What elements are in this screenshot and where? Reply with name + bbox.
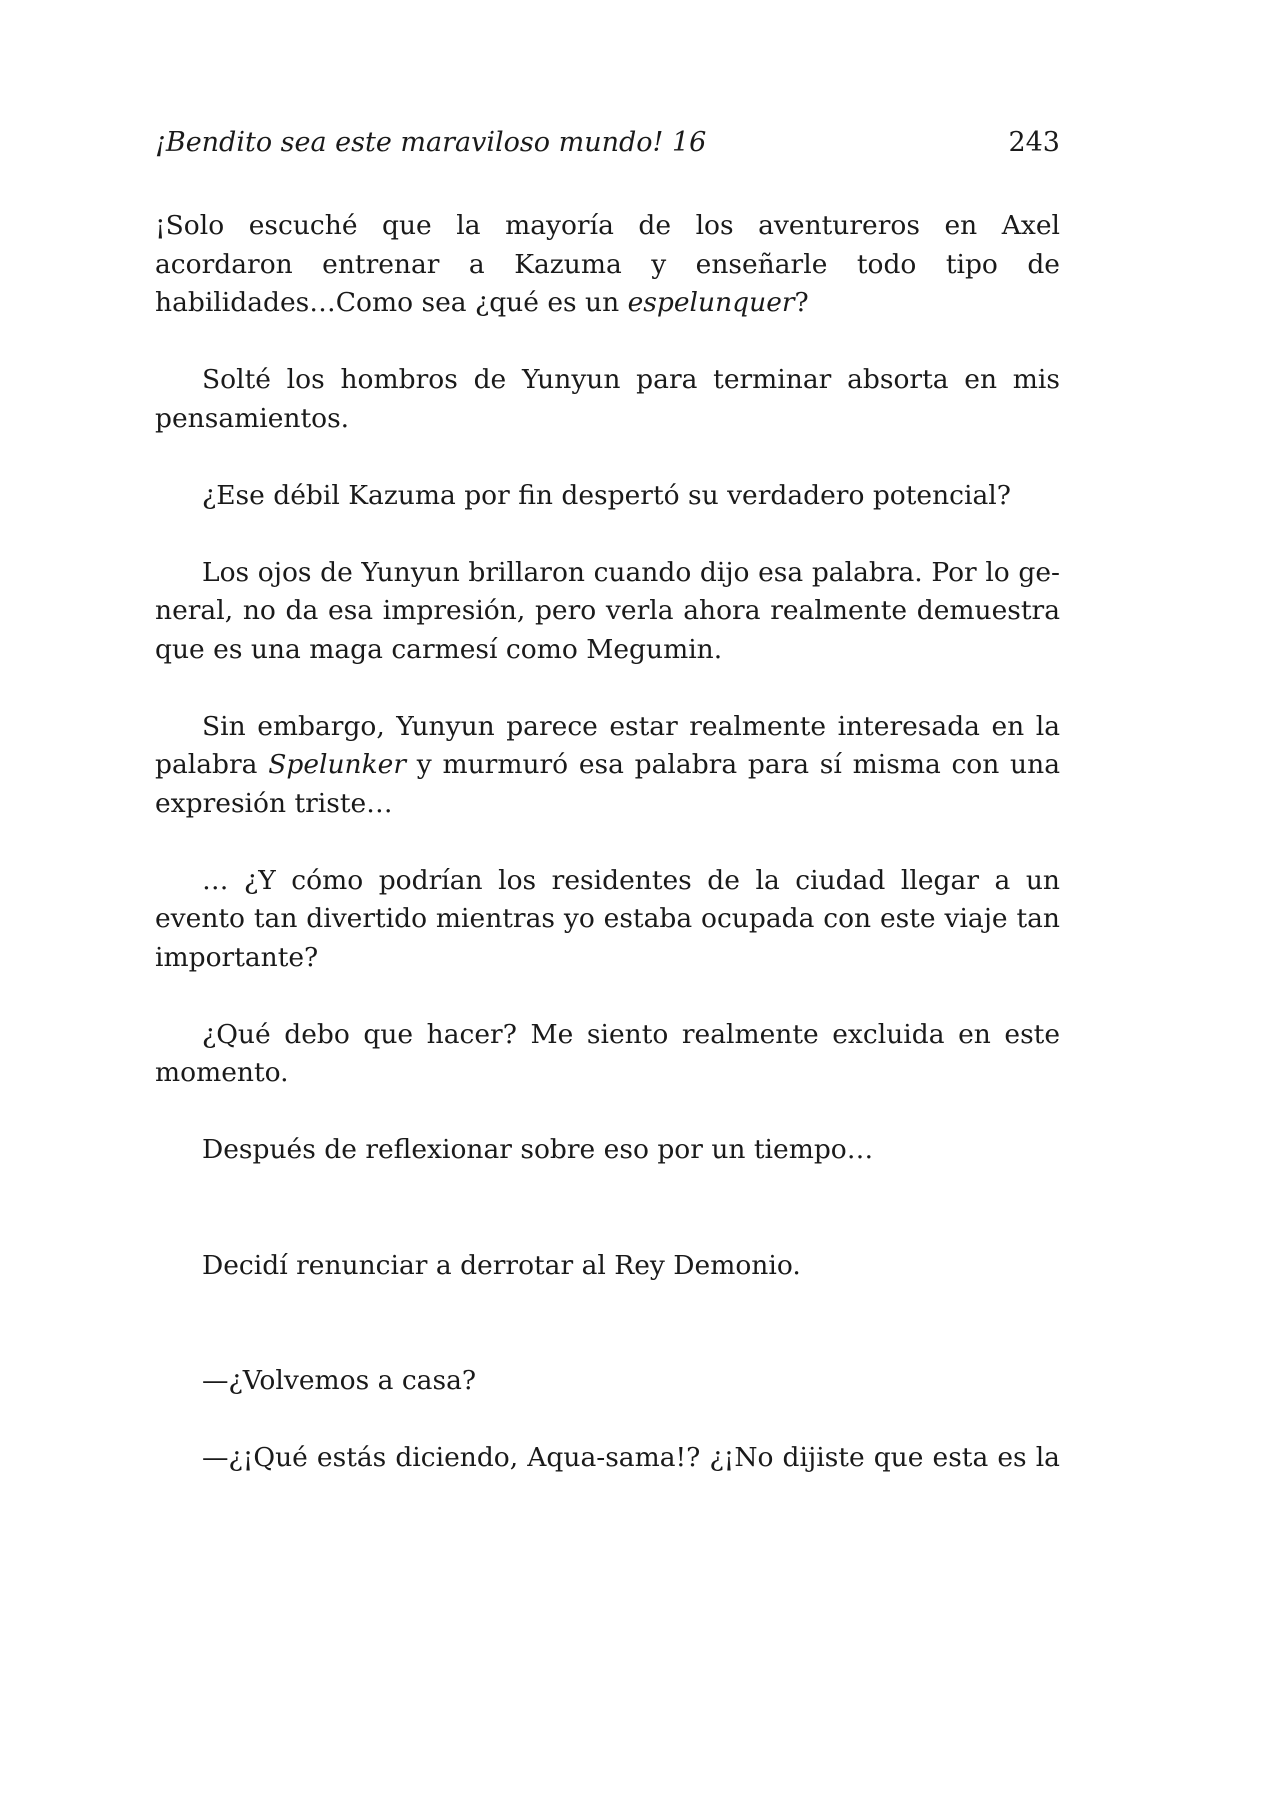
- emphasis: Spelunker: [268, 749, 407, 780]
- body-text: [155, 207, 1060, 1478]
- emphasis: espelunquer: [627, 287, 795, 318]
- paragraph: ¿Qué debo que hacer? Me siento realmente excluida en este momento.: [155, 1018, 1060, 1088]
- paragraph: ¿Ese débil Kazuma por fin despertó su verdadero potencial?: [202, 479, 1011, 511]
- paragraph: Decidí renunciar a derrotar al Rey Demonio.: [202, 1249, 801, 1281]
- paragraph: ¡Solo escuché que la mayoría de los aventureros en Axel acordaron entrenar a Kazuma y enseñarle todo tipo de habilidades…Como sea ¿qué es un espelunquer?: [155, 210, 1060, 318]
- paragraph: Después de reflexionar sobre eso por un tiempo…: [202, 1134, 874, 1165]
- dialogue-line: —¿¡Qué estás diciendo, Aqua-sama!? ¿¡No dijiste que esta es la: [202, 1442, 1060, 1473]
- paragraph: Sin embargo, Yunyun parece estar realmente interesada en la palabra Spelunker y murmuró esa palabra para sí misma con una expresión triste…: [155, 710, 1060, 819]
- dialogue-line: —¿Volvemos a casa?: [202, 1365, 477, 1396]
- paragraph: Solté los hombros de Yunyun para terminar absorta en mis pensamientos.: [155, 364, 1060, 434]
- page-number: 243: [1008, 127, 1060, 158]
- paragraph: Los ojos de Yunyun brillaron cuando dijo esa palabra. Por lo general, no da esa impresión, pero verla ahora realmente demuestra que es una maga carmesí como Megumin.: [155, 556, 1060, 665]
- book-title: ¡Bendito sea este maraviloso mundo! 16: [155, 127, 707, 158]
- running-header: [155, 125, 1060, 161]
- paragraph: … ¿Y cómo podrían los residentes de la ciudad llegar a un evento tan divertido mientras yo estaba ocupada con este viaje tan importante?: [155, 864, 1060, 973]
- book-page: [155, 125, 1060, 1478]
